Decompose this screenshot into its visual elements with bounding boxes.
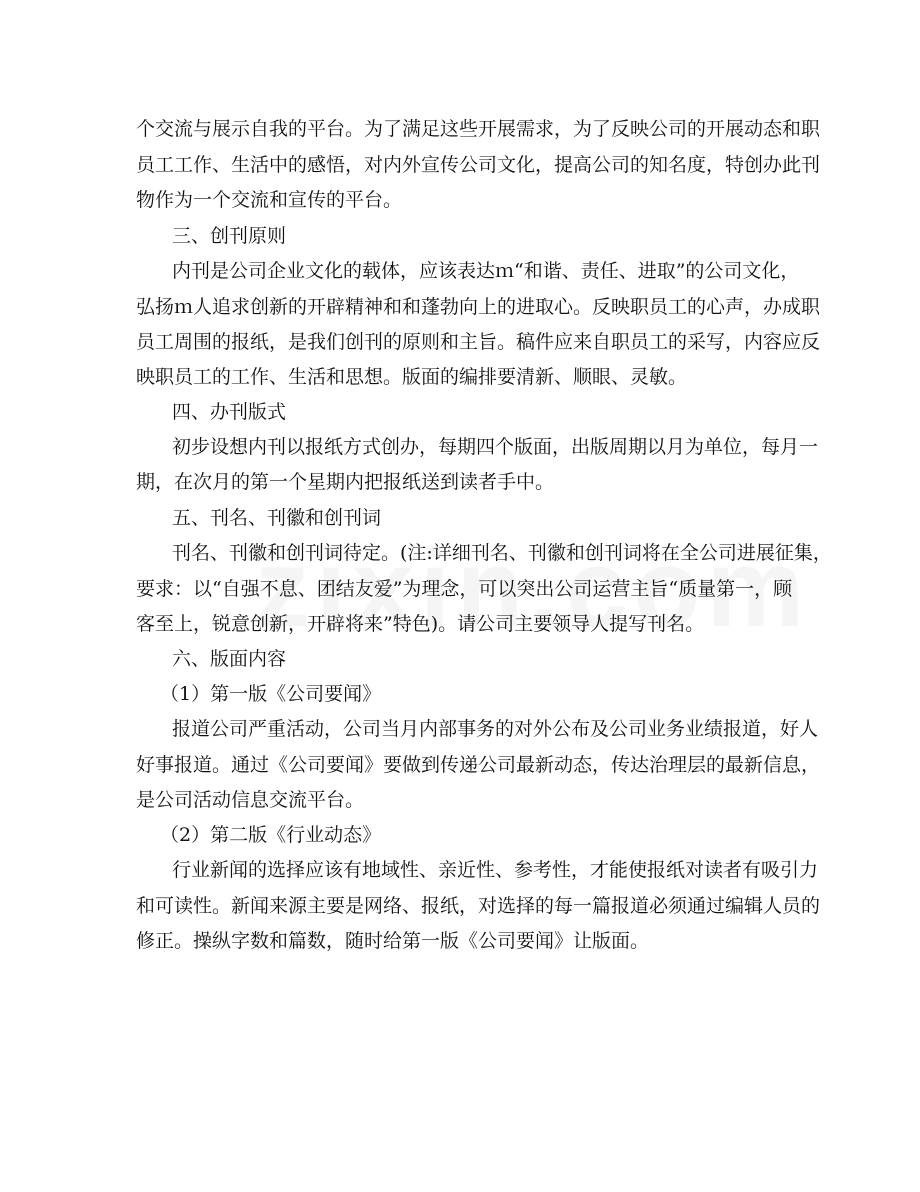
paragraph-line: 物作为一个交流和宣传的平台。	[136, 189, 403, 211]
paragraph-line: 弘扬ｍ人追求创新的开辟精神和和蓬勃向上的进取心。反映职员工的心声，办成职	[136, 296, 821, 318]
section-heading: 六、版面内容	[172, 648, 287, 670]
paragraph-line: 映职员工的工作、生活和思想。版面的编排要清新、顺眼、灵敏。	[136, 366, 688, 388]
paragraph-line: 员工工作、生活中的感悟，对内外宣传公司文化，提高公司的知名度，特创办此刊	[136, 154, 821, 176]
paragraph-line: 期，在次月的第一个星期内把报纸送到读者手中。	[136, 471, 555, 493]
paragraph-line: 修正。操纵字数和篇数，随时给第一版《公司要闻》让版面。	[136, 930, 650, 952]
paragraph-line: 行业新闻的选择应该有地域性、亲近性、参考性，才能使报纸对读者有吸引力	[172, 859, 819, 881]
paragraph-line: 客至上，锐意创新，开辟将来”特色)。请公司主要领导人提写刊名。	[136, 613, 705, 635]
paragraph-line: 是公司活动信息交流平台。	[136, 789, 365, 811]
paragraph-line: 报道公司严重活动，公司当月内部事务的对外公布及公司业务业绩报道，好人	[172, 718, 819, 740]
section-heading: 五、刊名、刊徽和创刊词	[172, 507, 382, 529]
paragraph-line: 员工周围的报纸，是我们创刊的原则和主旨。稿件应来自职员工的采写，内容应反	[136, 331, 821, 353]
paragraph-line: 好事报道。通过《公司要闻》要做到传递公司最新动态，传达治理层的最新信息，	[136, 754, 821, 776]
section-heading: 三、创刊原则	[172, 225, 287, 247]
paragraph-line: 内刊是公司企业文化的载体，应该表达ｍ“和谐、责任、进取”的公司文化，	[172, 260, 800, 282]
paragraph-line: 要求：以“自强不息、团结友爱”为理念，可以突出公司运营主旨“质量第一，顾	[136, 578, 793, 600]
paragraph-line: 和可读性。新闻来源主要是网络、报纸，对选择的每一篇报道必须通过编辑人员的	[136, 895, 821, 917]
subsection-heading: （1）第一版《公司要闻》	[160, 683, 382, 705]
subsection-heading: （2）第二版《行业动态》	[160, 824, 382, 846]
paragraph-line: 刊名、刊徽和创刊词待定。(注:详细刊名、刊徽和创刊词将在全公司进展征集，	[172, 542, 832, 564]
paragraph-line: 初步设想内刊以报纸方式创办，每期四个版面，出版周期以月为单位，每月一	[172, 436, 819, 458]
section-heading: 四、办刊版式	[172, 401, 287, 423]
paragraph-line: 个交流与展示自我的平台。为了满足这些开展需求，为了反映公司的开展动态和职	[136, 118, 821, 140]
